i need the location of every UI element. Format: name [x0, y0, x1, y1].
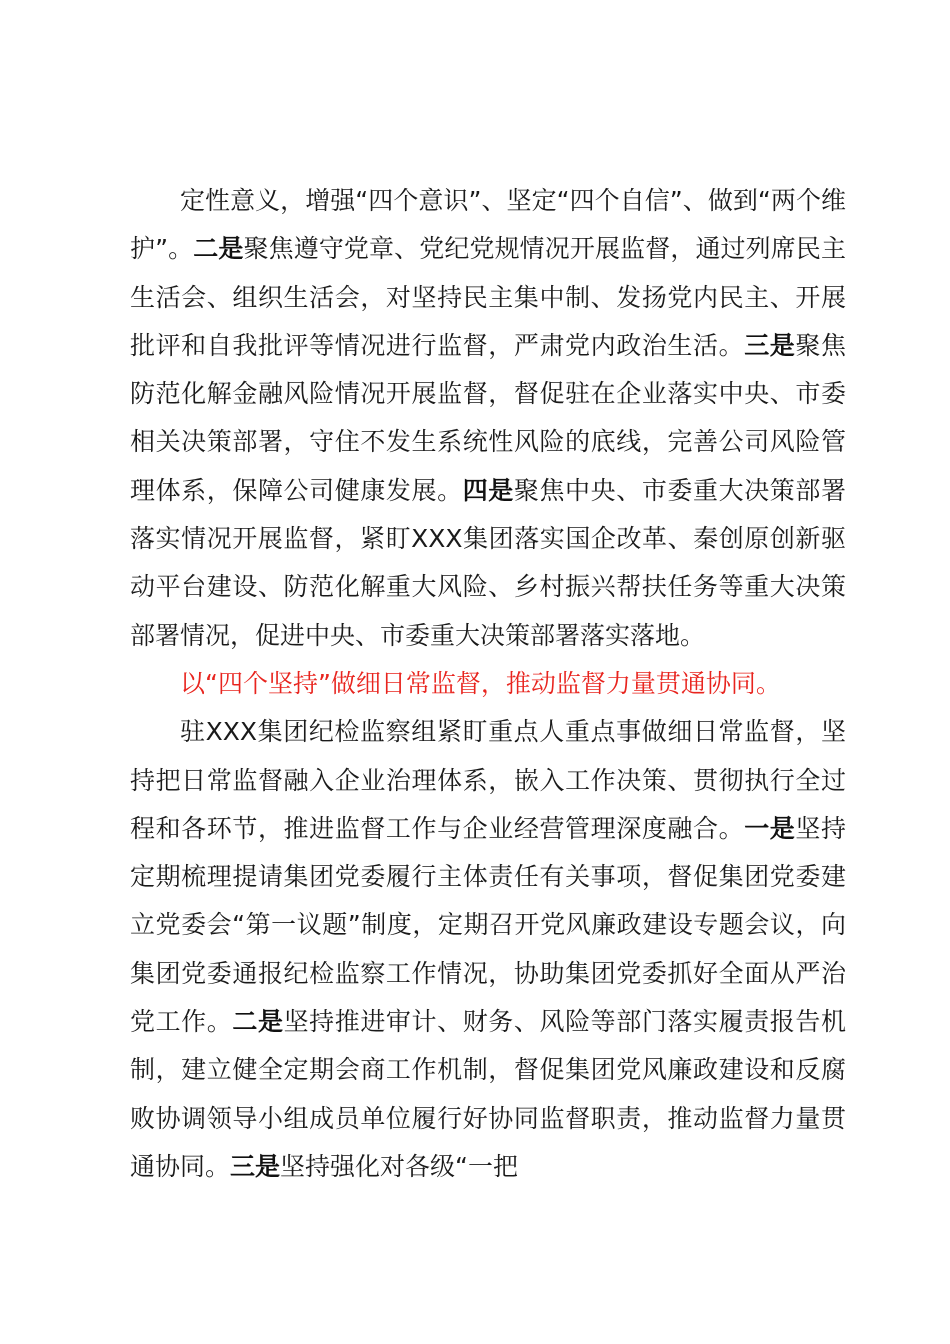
text-segment: 定性意义，增强“四个意识”、坚定“四个自信”、做到“两个维护”。	[130, 186, 846, 264]
lead-phrase-three: 三是	[230, 1151, 281, 1181]
paragraph-daily-supervision	[130, 708, 846, 1191]
lead-phrase-four: 四是	[462, 475, 514, 505]
text-segment: 坚持强化对各级“一把	[280, 1151, 518, 1181]
lead-phrase-two: 二是	[232, 1007, 284, 1037]
paragraph-supervision-focus	[130, 177, 846, 660]
text-segment: 坚持推进审计、财务、风险等部门落实履责报告机制，建立健全定期会商工作机制，督促集团党风廉政建设和反腐败协调领导小组成员单位履行好协同监督职责，推动监督力量贯通协同。	[130, 1007, 846, 1181]
lead-phrase-three: 三是	[744, 330, 796, 360]
text-segment: 聚焦遵守党章、党纪党规情况开展监督，通过列席民主生活会、组织生活会，对坚持民主集中制、发扬党内民主、开展批评和自我批评等情况进行监督，严肃党内政治生活。	[130, 234, 846, 360]
text-segment: 驻XXX集团纪检监察组紧盯重点人重点事做细日常监督，坚持把日常监督融入企业治理体系，嵌入工作决策、贯彻执行全过程和各环节，推进监督工作与企业经营管理深度融合。	[130, 717, 846, 843]
lead-phrase-one: 一是	[744, 813, 796, 843]
text-segment: 坚持定期梳理提请集团党委履行主体责任有关事项，督促集团党委建立党委会“第一议题”制度，定期召开党风廉政建设专题会议，向集团党委通报纪检监察工作情况，协助集团党委抓好全面从严治党工作。	[130, 813, 846, 1037]
lead-phrase-two: 二是	[193, 234, 244, 264]
text-segment: 聚焦防范化解金融风险情况开展监督，督促驻在企业落实中央、市委相关决策部署，守住不发生系统性风险的底线，完善公司风险管理体系，保障公司健康发展。	[130, 330, 846, 505]
document-body	[130, 177, 846, 1191]
text-segment: 聚焦中央、市委重大决策部署落实情况开展监督，紧盯XXX集团落实国企改革、秦创原创新驱动平台建设、防范化解重大风险、乡村振兴帮扶任务等重大决策部署情况，促进中央、市委重大决策部署落实落地。	[130, 475, 846, 650]
section-heading: 以“四个坚持”做细日常监督，推动监督力量贯通协同。	[180, 668, 781, 698]
